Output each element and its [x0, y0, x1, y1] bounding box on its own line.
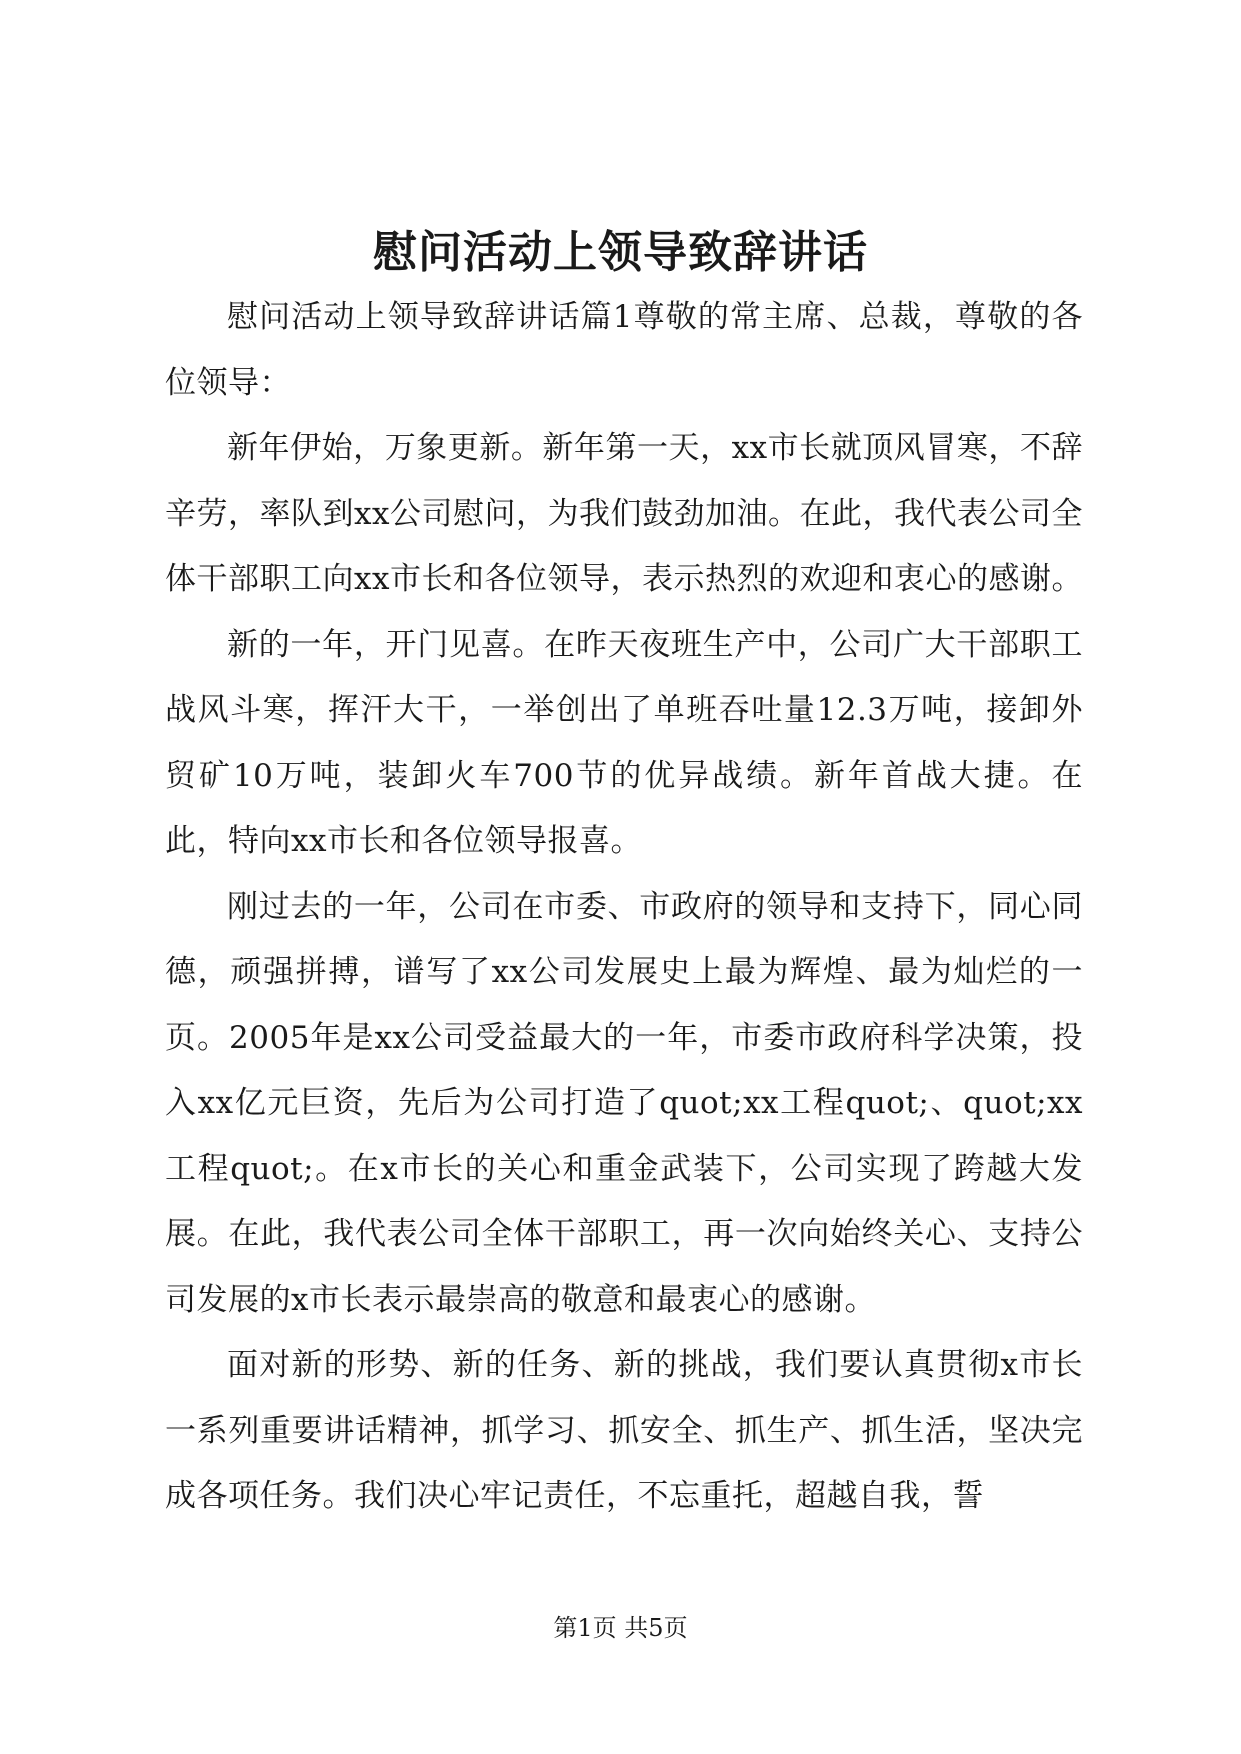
- paragraph-4: 刚过去的一年，公司在市委、市政府的领导和支持下，同心同德，顽强拼搏，谱写了xx公司发展史上最为辉煌、最为灿烂的一页。2005年是xx公司受益最大的一年，市委市政府科学决策，投入xx亿元巨资，先后为公司打造了quot;xx工程quot;、quot;xx工程quot;。在x市长的关心和重金武装下，公司实现了跨越大发展。在此，我代表公司全体干部职工，再一次向始终关心、支持公司发展的x市长表示最崇高的敬意和最衷心的感谢。: [165, 888, 1083, 1318]
- paragraph-2: 新年伊始，万象更新。新年第一天，xx市长就顶风冒寒，不辞辛劳，率队到xx公司慰问，为我们鼓劲加油。在此，我代表公司全体干部职工向xx市长和各位领导，表示热烈的欢迎和衷心的感谢。: [165, 430, 1083, 597]
- paragraph-5: 面对新的形势、新的任务、新的挑战，我们要认真贯彻x市长一系列重要讲话精神，抓学习、抓安全、抓生产、抓生活，坚决完成各项任务。我们决心牢记责任，不忘重托，超越自我，誓: [165, 1347, 1083, 1514]
- paragraph-3: 新的一年，开门见喜。在昨天夜班生产中，公司广大干部职工战风斗寒，挥汗大干，一举创出了单班吞吐量12.3万吨，接卸外贸矿10万吨，装卸火车700节的优异战绩。新年首战大捷。在此，特向xx市长和各位领导报喜。: [165, 626, 1083, 859]
- paragraph-1: 慰问活动上领导致辞讲话篇1尊敬的常主席、总裁，尊敬的各位领导：: [165, 299, 1083, 401]
- document-body: [165, 285, 1083, 1530]
- page-number-footer: 第1页 共5页: [553, 1614, 688, 1642]
- document-title: 慰问活动上领导致辞讲话: [373, 227, 868, 278]
